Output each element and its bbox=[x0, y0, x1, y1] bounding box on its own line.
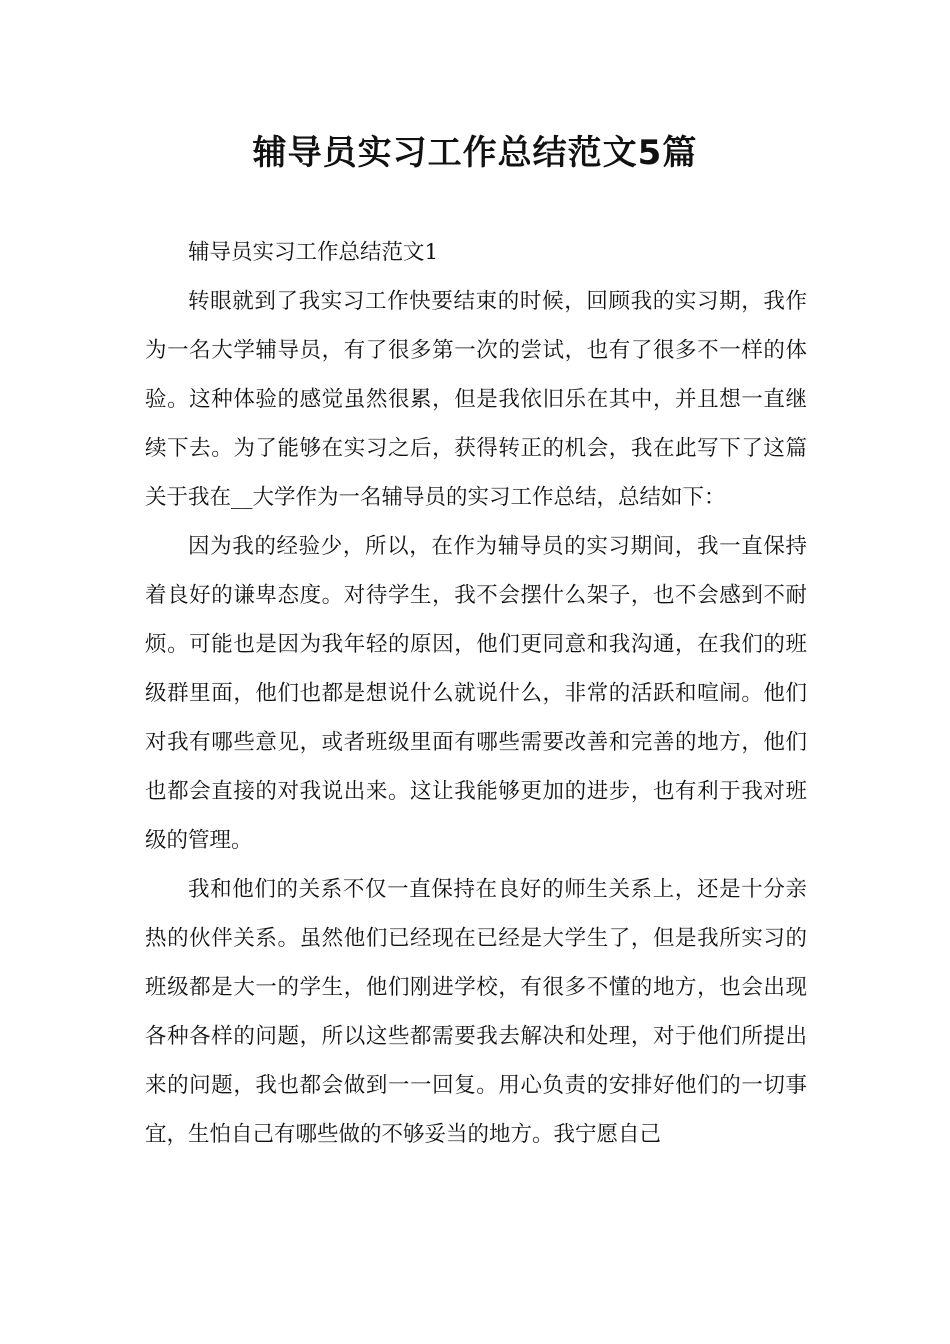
section-heading: 辅导员实习工作总结范文1 bbox=[188, 240, 439, 265]
paragraph-2: 因为我的经验少，所以，在作为辅导员的实习期间，我一直保持着良好的谦卑态度。对待学生，我不会摆什么架子，也不会感到不耐烦。可能也是因为我年轻的原因，他们更同意和我沟通，在我们的班级群里面，他们也都是想说什么就说什么，非常的活跃和喧闹。他们对我有哪些意见，或者班级里面有哪些需要改善和完善的地方，他们也都会直接的对我说出来。这让我能够更加的进步，也有利于我对班级的管理。 bbox=[145, 534, 807, 853]
document-body bbox=[145, 228, 807, 1159]
paragraph-3: 我和他们的关系不仅一直保持在良好的师生关系上，还是十分亲热的伙伴关系。虽然他们已经现在已经是大学生了，但是我所实习的班级都是大一的学生，他们刚进学校，有很多不懂的地方，也会出现各种各样的问题，所以这些都需要我去解决和处理，对于他们所提出来的问题，我也都会做到一一回复。用心负责的安排好他们的一切事宜，生怕自己有哪些做的不够妥当的地方。我宁愿自己 bbox=[145, 877, 807, 1147]
document-title: 辅导员实习工作总结范文5篇 bbox=[252, 133, 698, 173]
paragraph-1: 转眼就到了我实习工作快要结束的时候，回顾我的实习期，我作为一名大学辅导员，有了很多第一次的尝试，也有了很多不一样的体验。这种体验的感觉虽然很累，但是我依旧乐在其中，并且想一直继续下去。为了能够在实习之后，获得转正的机会，我在此写下了这篇关于我在__大学作为一名辅导员的实习工作总结，总结如下： bbox=[145, 289, 807, 510]
